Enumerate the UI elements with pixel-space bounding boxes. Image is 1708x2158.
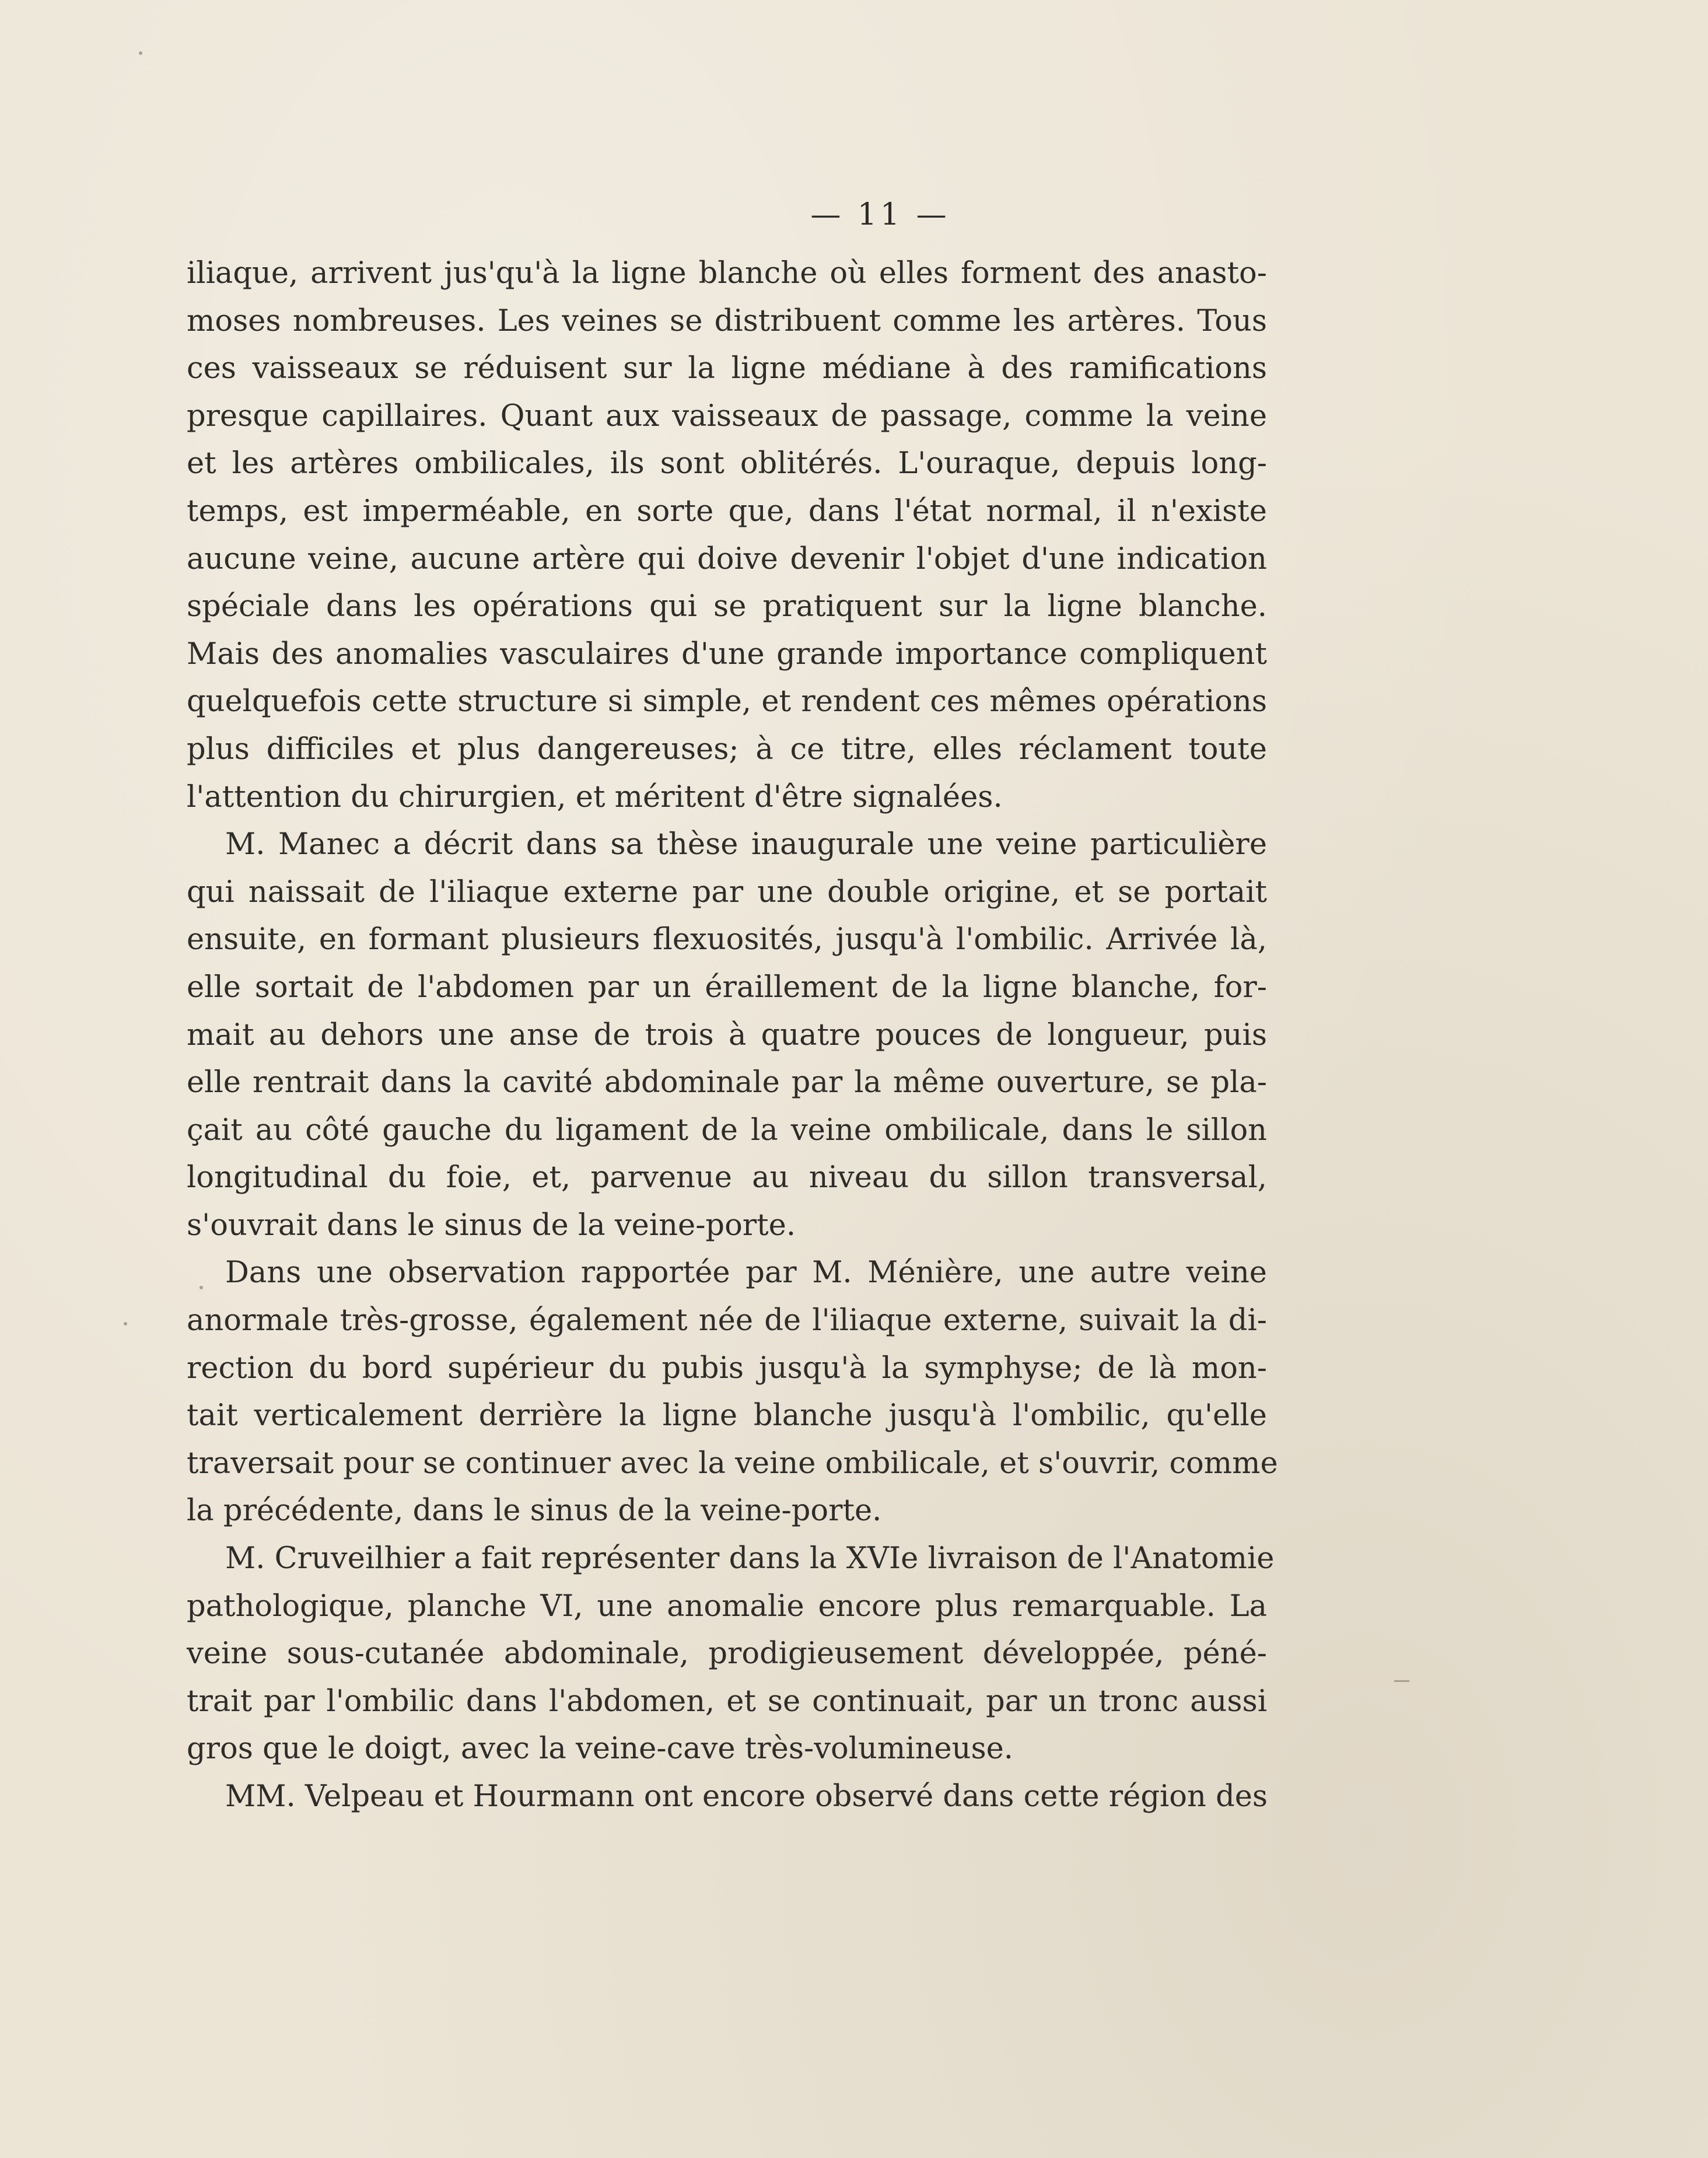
text-line: trait par l'ombilic dans l'abdomen, et se continuait, par un tronc aussi: [187, 1684, 1267, 1719]
body-text: [187, 250, 1278, 1821]
text-line: ensuite, en formant plusieurs flexuosités, jusqu'à l'ombilic. Arrivée là,: [187, 922, 1267, 957]
text-line: M. Cruveilhier a fait représenter dans la XVIe livraison de l'Anatomie: [225, 1541, 1275, 1576]
page-number: — 11 —: [810, 197, 950, 232]
paper-speck: [139, 51, 142, 55]
text-line: l'attention du chirurgien, et méritent d'être signalées.: [187, 779, 1003, 814]
text-line: elle sortait de l'abdomen par un éraillement de la ligne blanche, for-: [187, 970, 1267, 1005]
text-line: rection du bord supérieur du pubis jusqu'à la symphyse; de là mon-: [187, 1351, 1267, 1386]
text-line: mait au dehors une anse de trois à quatre pouces de longueur, puis: [187, 1017, 1267, 1052]
text-line: plus difficiles et plus dangereuses; à ce titre, elles réclament toute: [187, 732, 1267, 767]
text-line: longitudinal du foie, et, parvenue au niveau du sillon transversal,: [187, 1160, 1267, 1195]
text-line: tait verticalement derrière la ligne blanche jusqu'à l'ombilic, qu'elle: [187, 1398, 1267, 1433]
text-line: presque capillaires. Quant aux vaisseaux de passage, comme la veine: [187, 398, 1267, 433]
paper-mark: [1394, 1680, 1409, 1682]
text-line: aucune veine, aucune artère qui doive devenir l'objet d'une indication: [187, 541, 1267, 576]
text-line: iliaque, arrivent jus'qu'à la ligne blanche où elles forment des anasto-: [187, 256, 1267, 291]
text-line: moses nombreuses. Les veines se distribuent comme les artères. Tous: [187, 303, 1267, 338]
text-line: qui naissait de l'iliaque externe par une double origine, et se portait: [187, 875, 1267, 910]
text-line: gros que le doigt, avec la veine-cave très-volumineuse.: [187, 1732, 1014, 1767]
text-line: veine sous-cutanée abdominale, prodigieusement développée, péné-: [187, 1636, 1267, 1671]
text-line: traversait pour se continuer avec la veine ombilicale, et s'ouvrir, comme: [187, 1446, 1278, 1481]
paper-speck: [200, 1286, 203, 1289]
text-line: Mais des anomalies vasculaires d'une grande importance compliquent: [187, 636, 1267, 671]
text-line: spéciale dans les opérations qui se pratiquent sur la ligne blanche.: [187, 589, 1267, 624]
text-line: anormale très-grosse, également née de l'iliaque externe, suivait la di-: [187, 1303, 1267, 1338]
text-line: Dans une observation rapportée par M. Ménière, une autre veine: [225, 1255, 1267, 1290]
text-line: s'ouvrait dans le sinus de la veine-porte.: [187, 1208, 796, 1243]
text-line: pathologique, planche VI, une anomalie encore plus remarquable. La: [187, 1589, 1267, 1624]
text-line: quelquefois cette structure si simple, et rendent ces mêmes opérations: [187, 684, 1267, 719]
text-line: MM. Velpeau et Hourmann ont encore observé dans cette région des: [225, 1779, 1268, 1814]
text-line: la précédente, dans le sinus de la veine-porte.: [187, 1494, 882, 1529]
paper-speck: [124, 1322, 127, 1325]
text-line: et les artères ombilicales, ils sont oblitérés. L'ouraque, depuis long-: [187, 446, 1267, 481]
text-line: M. Manec a décrit dans sa thèse inaugurale une veine particulière: [225, 827, 1267, 862]
text-line: çait au côté gauche du ligament de la veine ombilicale, dans le sillon: [187, 1113, 1267, 1148]
text-line: ces vaisseaux se réduisent sur la ligne médiane à des ramifications: [187, 351, 1267, 386]
text-line: elle rentrait dans la cavité abdominale par la même ouverture, se pla-: [187, 1065, 1267, 1100]
text-line: temps, est imperméable, en sorte que, dans l'état normal, il n'existe: [187, 494, 1267, 529]
